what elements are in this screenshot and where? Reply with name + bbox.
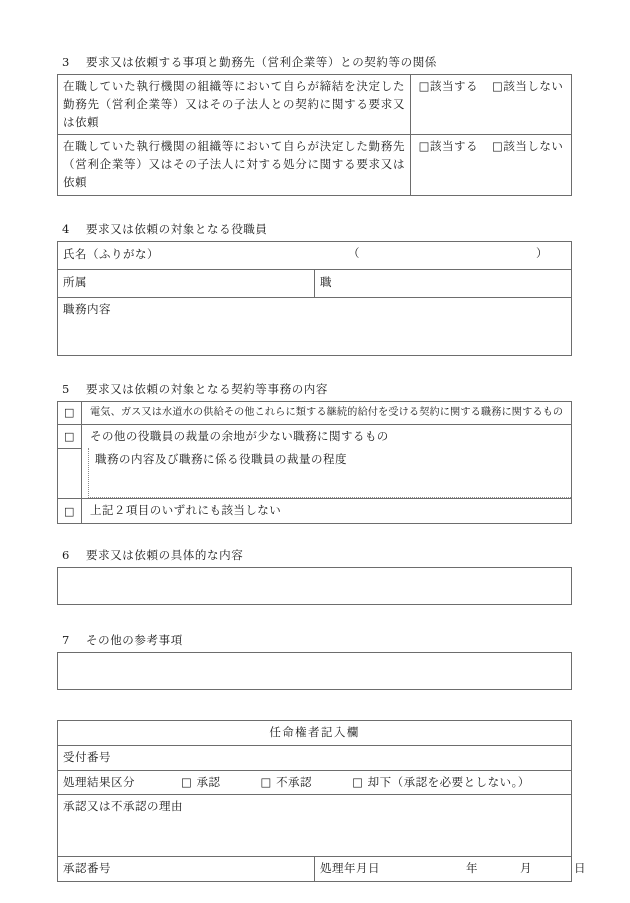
- section-5-title: 要求又は依頼の対象となる契約等事務の内容: [86, 381, 328, 396]
- date-month-unit: 月: [520, 861, 532, 876]
- result-category-label: 処理結果区分: [63, 774, 135, 789]
- section-6-title: 要求又は依頼の具体的な内容: [86, 548, 244, 563]
- section-5-item-3-label: 上記２項目のいずれにも該当しない: [82, 499, 572, 524]
- checkbox-disapprove-label: 不承認: [276, 774, 313, 789]
- table-row: [58, 74, 572, 134]
- checkbox-approve[interactable]: [181, 775, 221, 789]
- section-5-number: 5: [62, 381, 70, 396]
- processing-date-label: 処理年月日: [320, 861, 380, 876]
- table-row: [58, 770, 572, 795]
- section-5-checkbox-1[interactable]: [58, 401, 82, 424]
- section-3-heading: [57, 55, 572, 70]
- checkbox-applicable-label: 該当する: [430, 78, 478, 93]
- table-row: [58, 241, 572, 269]
- section-5-nested-cell[interactable]: [82, 448, 572, 499]
- section-3-row-2-description: 在職していた執行機関の組織等において自らが決定した勤務先（営利企業等）又はその子法人に対する処分に関する要求又は依頼: [58, 135, 411, 195]
- table-row: [58, 297, 572, 355]
- checkbox-not-applicable[interactable]: [492, 79, 563, 93]
- checkbox-icon: □: [181, 774, 193, 789]
- spacer: [57, 356, 572, 382]
- reason-field-cell[interactable]: [58, 795, 572, 857]
- checkbox-icon: □: [352, 774, 364, 789]
- section-7-number: 7: [62, 633, 70, 648]
- checkbox-icon: □: [64, 504, 75, 518]
- affiliation-label: 所属: [63, 275, 87, 290]
- checkbox-applicable[interactable]: [419, 139, 478, 153]
- checkbox-icon: □: [492, 78, 504, 93]
- table-row: [58, 401, 572, 424]
- section-5-nested-label: 職務の内容及び職務に係る役職員の裁量の程度: [95, 452, 347, 467]
- receipt-number-label: 受付番号: [63, 749, 111, 764]
- checkbox-disapprove[interactable]: [261, 775, 313, 789]
- processing-date-cell[interactable]: [315, 857, 586, 882]
- section-3-title: 要求又は依頼する事項と勤務先（営利企業等）との契約等の関係: [86, 55, 437, 69]
- checkbox-approve-label: 承認: [196, 774, 221, 789]
- section-7-title: その他の参考事項: [86, 633, 183, 648]
- section-5-heading: [57, 382, 572, 397]
- checkbox-icon: □: [64, 429, 75, 443]
- name-label: 氏名（ふりがな）: [63, 247, 159, 262]
- approval-number-cell[interactable]: [58, 857, 315, 882]
- name-field-cell[interactable]: [58, 241, 572, 269]
- section-3-row-1-options: [411, 74, 572, 134]
- table-row: [58, 795, 572, 857]
- section-5-checkbox-2[interactable]: [58, 424, 82, 448]
- affiliation-field-cell[interactable]: [58, 269, 315, 297]
- date-day-unit: 日: [574, 861, 586, 876]
- result-category-cell: [58, 770, 572, 795]
- approval-title: 任命権者記入欄: [58, 721, 572, 746]
- form-sheet: [57, 55, 586, 882]
- checkbox-not-applicable-label: 該当しない: [503, 78, 564, 93]
- table-row: [58, 448, 572, 499]
- table-row: [58, 135, 572, 195]
- approval-table: [57, 720, 586, 882]
- date-year-unit: 年: [466, 861, 478, 876]
- approval-number-label: 承認番号: [63, 861, 111, 876]
- receipt-number-cell[interactable]: [58, 745, 572, 770]
- position-label: 職: [320, 275, 332, 290]
- checkbox-icon: □: [64, 406, 75, 420]
- section-4-heading: [57, 222, 572, 237]
- section-5-checkbox-3[interactable]: [58, 499, 82, 524]
- table-row: [58, 424, 572, 448]
- duty-label: 職務内容: [63, 301, 111, 316]
- checkbox-icon: □: [418, 139, 430, 154]
- section-7-input-box[interactable]: [57, 652, 572, 690]
- table-row: [58, 857, 572, 882]
- section-5-nested-box[interactable]: [88, 448, 571, 498]
- section-6-heading: [57, 548, 572, 563]
- section-5-table: [57, 401, 572, 524]
- furigana-paren-open: （: [348, 245, 360, 260]
- section-5-nested-spacer: [58, 448, 82, 499]
- checkbox-icon: □: [492, 139, 504, 154]
- checkbox-not-applicable-label: 該当しない: [503, 139, 564, 154]
- spacer: [57, 605, 572, 633]
- section-5-item-2-label: その他の役職員の裁量の余地が少ない職務に関するもの: [82, 424, 572, 448]
- section-6-input-box[interactable]: [57, 567, 572, 605]
- checkbox-applicable[interactable]: [419, 79, 478, 93]
- checkbox-icon: □: [260, 774, 272, 789]
- checkbox-reject-label: 却下（承認を必要としない。）: [367, 774, 530, 789]
- checkbox-not-applicable[interactable]: [492, 139, 563, 153]
- table-row: [58, 745, 572, 770]
- checkbox-applicable-label: 該当する: [430, 139, 478, 154]
- section-5-item-1-label: 電気、ガス又は水道水の供給その他これらに類する継続的給付を受ける契約に関する職務に関するもの: [82, 401, 572, 424]
- section-4-table: [57, 241, 572, 356]
- spacer: [57, 524, 572, 548]
- spacer: [57, 690, 572, 720]
- section-3-table: [57, 74, 572, 196]
- section-4-number: 4: [62, 221, 70, 236]
- spacer: [57, 196, 572, 222]
- checkbox-reject[interactable]: [352, 775, 530, 789]
- section-3-row-1-description: 在職していた執行機関の組織等において自らが締結を決定した勤務先（営利企業等）又はその子法人との契約に関する要求又は依頼: [58, 74, 411, 134]
- table-row: [58, 499, 572, 524]
- section-4-title: 要求又は依頼の対象となる役職員: [86, 221, 268, 236]
- table-row: [58, 269, 572, 297]
- section-7-heading: [57, 633, 572, 648]
- section-3-row-2-options: [411, 135, 572, 195]
- table-row: [58, 721, 572, 746]
- checkbox-icon: □: [418, 78, 430, 93]
- reason-label: 承認又は不承認の理由: [63, 799, 183, 814]
- furigana-paren-close: ）: [536, 245, 548, 260]
- duty-field-cell[interactable]: [58, 297, 572, 355]
- section-3-number: 3: [62, 55, 70, 69]
- position-field-cell[interactable]: [315, 269, 572, 297]
- section-6-number: 6: [62, 548, 70, 563]
